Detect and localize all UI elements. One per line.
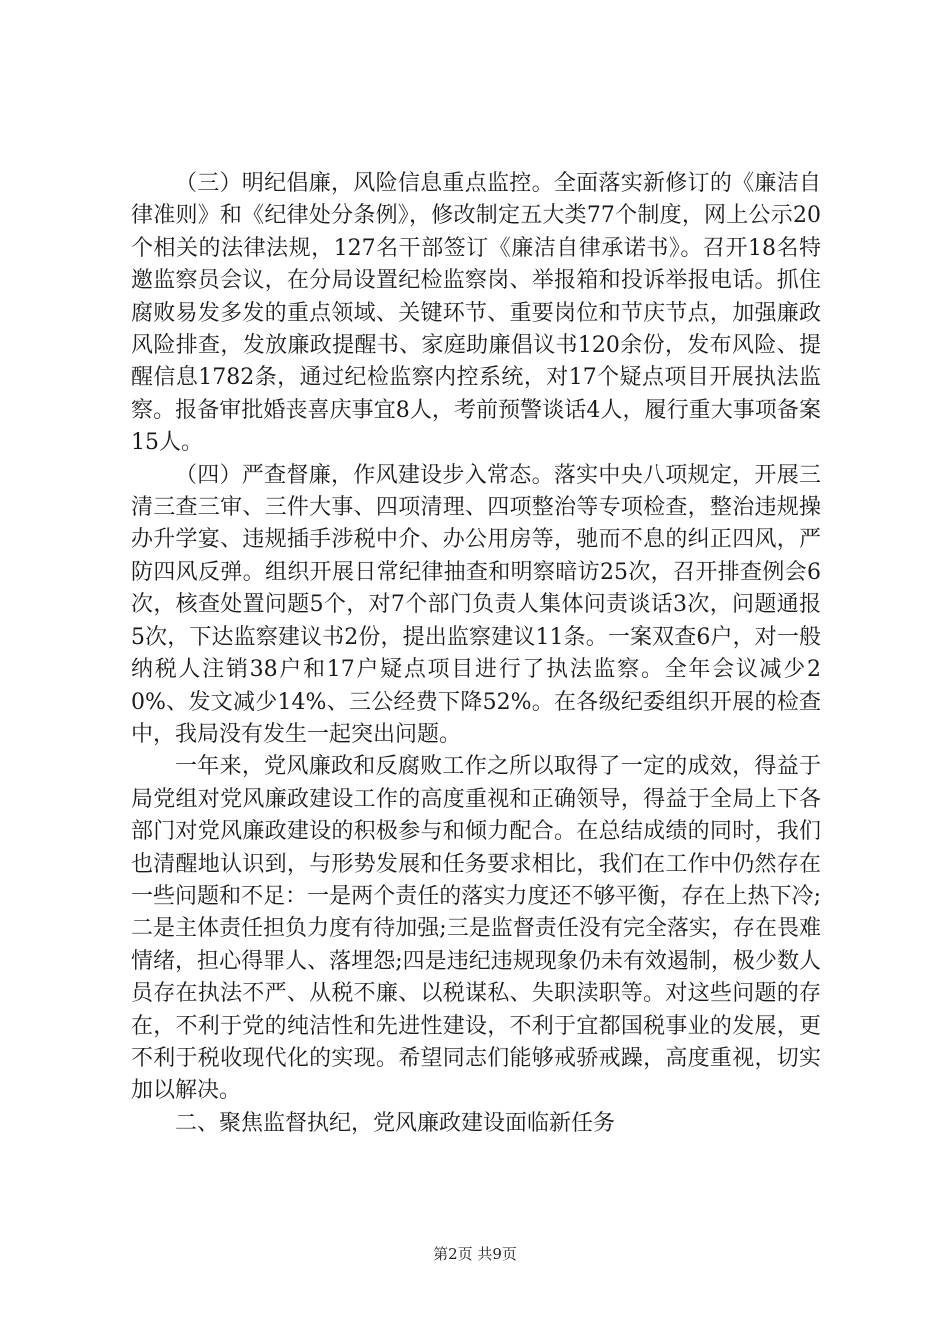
paragraph-summary: 一年来，党风廉政和反腐败工作之所以取得了一定的成效，得益于局党组对党风廉政建设工作的高度重视和正确领导，得益于全局上下各部门对党风廉政建设的积极参与和倾力配合。在总结成绩的同时，我们也清醒地认识到，与形势发展和任务要求相比，我们在工作中仍然存在一些问题和不足：一是两个责任的落实力度还不够平衡，存在上热下冷;二是主体责任担负力度有待加强;三是监督责任没有完全落实，存在畏难情绪，担心得罪人、落埋怨;四是违纪违规现象仍未有效遏制，极少数人员存在执法不严、从税不廉、以税谋私、失职渎职等。对这些问题的存在，不利于党的纯洁性和先进性建设，不利于宜都国税事业的发展，更不利于税收现代化的实现。希望同志们能够戒骄戒躁，高度重视，切实加以解决。 — [131, 754, 821, 1104]
paragraph-section-four: （四）严查督廉，作风建设步入常态。落实中央八项规定，开展三清三查三审、三件大事、四项清理、四项整治等专项检查，整治违规操办升学宴、违规插手涉税中介、办公用房等，驰而不息的纠正四风，严防四风反弹。组织开展日常纪律抽查和明察暗访25次，召开排查例会6次，核查处置问题5个，对7个部门负责人集体问责谈话3次，问题通报5次，下达监察建议书2份，提出监察建议11条。一案双查6户，对一般纳税人注销38户和17户疑点项目进行了执法监察。全年会议减少20%、发文减少14%、三公经费下降52%。在各级纪委组织开展的检查中，我局没有发生一起突出问题。 — [131, 462, 821, 747]
section-heading: 二、聚焦监督执纪，党风廉政建设面临新任务 — [175, 1110, 616, 1136]
page-number-footer: 第2页 共9页 — [433, 1245, 517, 1263]
document-body — [131, 168, 821, 1140]
paragraph-section-three: （三）明纪倡廉，风险信息重点监控。全面落实新修订的《廉洁自律准则》和《纪律处分条例》，修改制定五大类77个制度，网上公示20个相关的法律法规，127名干部签订《廉洁自律承诺书》。召开18名特邀监察员会议，在分局设置纪检监察岗、举报箱和投诉举报电话。抓住腐败易发多发的重点领域、关键环节、重要岗位和节庆节点，加强廉政风险排查，发放廉政提醒书、家庭助廉倡议书120余份，发布风险、提醒信息1782条，通过纪检监察内控系统，对17个疑点项目开展执法监察。报备审批婚丧喜庆事宜8人，考前预警谈话4人，履行重大事项备案15人。 — [131, 171, 821, 456]
